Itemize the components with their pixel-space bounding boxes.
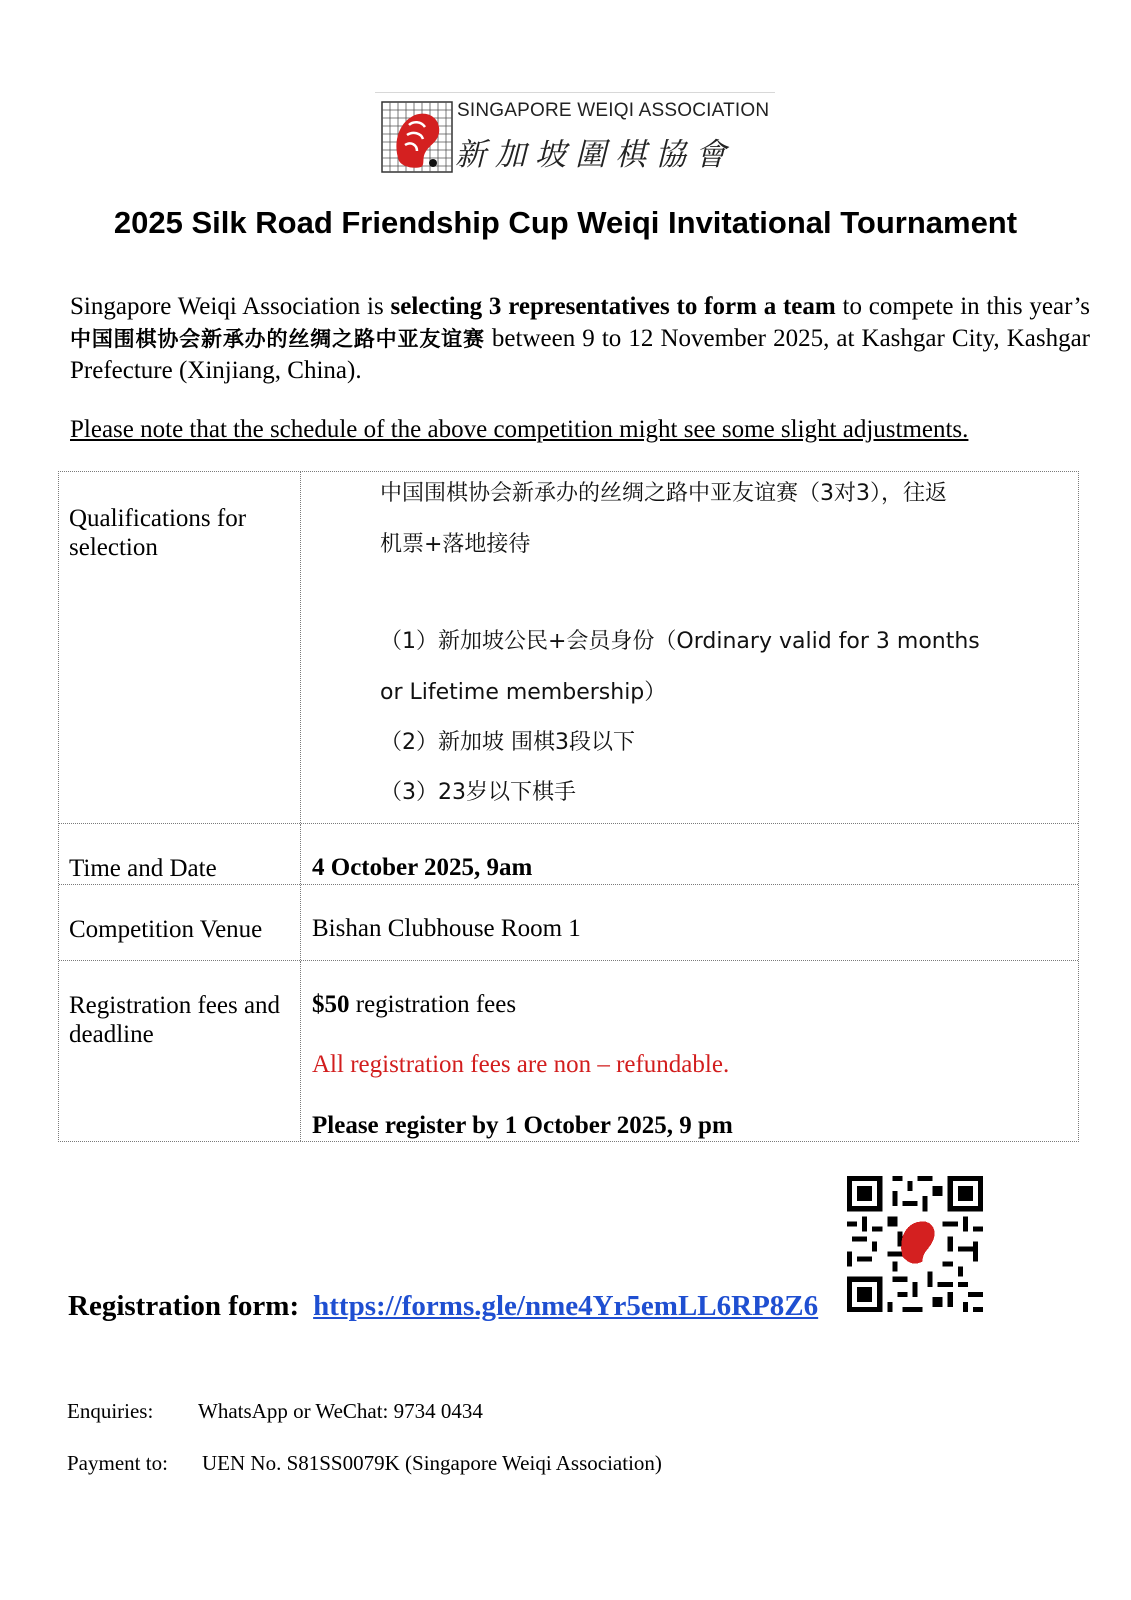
intro-paragraph — [70, 291, 1090, 387]
intro-text-3: between 9 to 12 November 2025, at Kashgar City, Kashgar Prefecture (Xinjiang, China). — [70, 325, 1090, 384]
intro-text-1: Singapore Weiqi Association is — [70, 293, 391, 320]
table-row-fees — [59, 960, 1078, 1141]
payment-value: UEN No. S81SS0079K (Singapore Weiqi Association) — [202, 1451, 662, 1475]
table-row-venue — [59, 884, 1078, 960]
venue-label: Competition Venue — [69, 916, 263, 943]
registration-form-link[interactable]: https://forms.gle/nme4Yr5emLL6RP8Z6 — [313, 1290, 819, 1322]
registration-form-line — [68, 1290, 818, 1323]
intro-highlight: selecting 3 representatives to form a team — [390, 293, 836, 320]
schedule-note: Please note that the schedule of the above competition might see some slight adjustments. — [70, 416, 969, 443]
enquiries-value: WhatsApp or WeChat: 9734 0434 — [198, 1399, 483, 1423]
qualification-item-1-cont: or Lifetime membership） — [380, 680, 667, 705]
qualifications-line-2: 机票+落地接待 — [380, 532, 531, 557]
table-row-time — [59, 823, 1078, 884]
association-name-en: SINGAPORE WEIQI ASSOCIATION — [457, 100, 770, 121]
venue-value: Bishan Clubhouse Room 1 — [312, 915, 581, 942]
qualifications-label-cell — [59, 472, 301, 823]
payment-line — [67, 1451, 662, 1476]
time-value: 4 October 2025, 9am — [312, 854, 533, 881]
qualification-item-1: （1）新加坡公民+会员身份（Ordinary valid for 3 months — [380, 629, 980, 654]
refund-note: All registration fees are non – refundable. — [312, 1051, 730, 1078]
association-name-zh: 新加坡圍棋協會 — [455, 137, 735, 173]
info-table — [58, 471, 1079, 1142]
page-title: 2025 Silk Road Friendship Cup Weiqi Invitational Tournament — [113, 205, 1018, 240]
registration-form-label: Registration form: — [68, 1290, 300, 1322]
fees-label: Registration fees and deadline — [69, 992, 281, 1048]
time-label: Time and Date — [69, 855, 217, 882]
fees-amount: $50 registration fees — [312, 991, 517, 1018]
table-row-qualifications — [59, 472, 1078, 823]
qualifications-line-1: 中国围棋协会新承办的丝绸之路中亚友谊赛（3对3），往返 — [380, 481, 947, 506]
association-logo — [375, 92, 775, 179]
qualifications-value-cell — [301, 472, 1078, 823]
qualifications-label: Qualifications for selection — [69, 505, 247, 561]
payment-label: Payment to: — [67, 1451, 168, 1475]
enquiries-line — [67, 1399, 483, 1424]
enquiries-label: Enquiries: — [67, 1399, 154, 1423]
qualification-item-2: （2）新加坡 围棋3段以下 — [380, 730, 635, 755]
qr-code-icon — [842, 1171, 988, 1317]
qualification-item-3: （3）23岁以下棋手 — [380, 780, 576, 805]
intro-text-2: to compete in this year’s — [835, 293, 1090, 320]
intro-competition-name-zh: 中国围棋协会新承办的丝绸之路中亚友谊赛 — [70, 327, 485, 351]
weiqi-lion-logo-icon — [381, 101, 453, 173]
registration-deadline: Please register by 1 October 2025, 9 pm — [312, 1112, 733, 1139]
